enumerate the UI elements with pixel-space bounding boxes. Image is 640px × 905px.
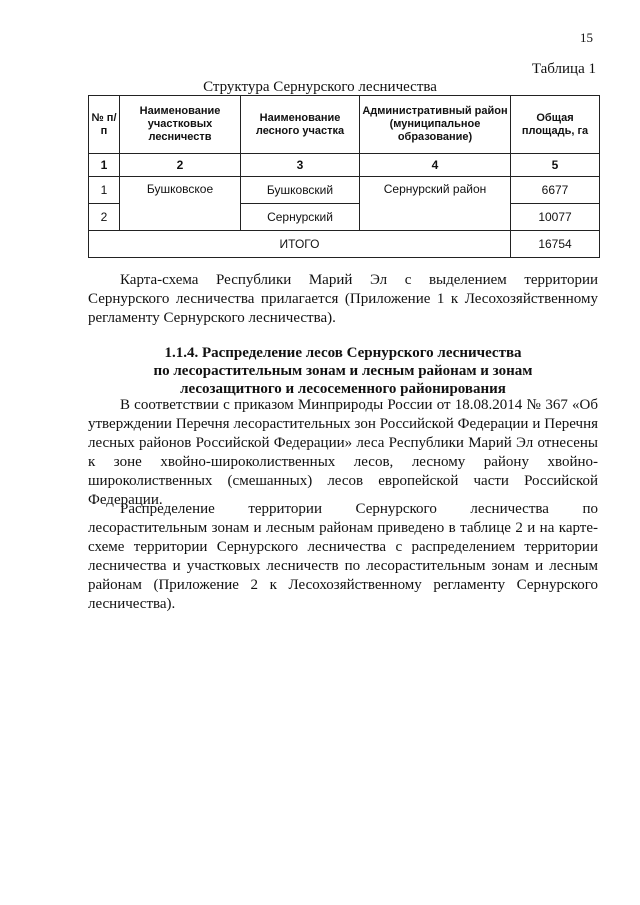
table-header-row — [89, 96, 600, 154]
row-number: 1 — [89, 177, 120, 204]
section-heading — [88, 344, 598, 398]
row-number: 2 — [89, 204, 120, 231]
section-heading-line: лесозащитного и лесосеменного районирования — [180, 381, 506, 397]
header-total-area: Общая площадь, га — [511, 96, 600, 154]
header-number: № п/п — [89, 96, 120, 154]
forest-area-cell: Сернурский — [241, 204, 360, 231]
paragraph-distribution: Распределение территории Сернурского лесничества по лесорастительным зонам и лесным районам приведено в таблице 2 и на карте-схеме территории Сернурского лесничества с распределением территории лесничества и участковых лесничеств по лесорастительным зонам и лесным районам (Приложение 2 к Лесохозяйственному регламенту Сернурского лесничества). — [88, 501, 598, 612]
column-number: 4 — [360, 154, 511, 177]
table-label: Таблица 1 — [531, 61, 596, 77]
column-number-row — [89, 154, 600, 177]
forestry-structure-table — [88, 95, 600, 258]
admin-region-cell: Сернурский район — [360, 177, 511, 231]
total-value: 16754 — [511, 231, 600, 258]
total-label: ИТОГО — [89, 231, 511, 258]
column-number: 2 — [120, 154, 241, 177]
column-number: 5 — [511, 154, 600, 177]
header-admin-region: Административный район (муниципальное образование) — [360, 96, 511, 154]
header-district-forestry: Наименование участковых лесничеств — [120, 96, 241, 154]
forest-area-cell: Бушковский — [241, 177, 360, 204]
section-heading-line: 1.1.4. Распределение лесов Сернурского лесничества — [164, 345, 522, 361]
district-forestry-cell: Бушковское — [120, 177, 241, 231]
paragraph-order: В соответствии с приказом Минприроды России от 18.08.2014 № 367 «Об утверждении Перечня лесорастительных зон Российской Федерации и Перечня лесных районов Российской Федерации» леса Республики Марий Эл отнесены к зоне хвойно-широколиственных лесов, лесному району хвойно-широколиственных (смешанных) лесов европейской части Российской Федерации. — [88, 397, 598, 508]
paragraph-map-scheme: Карта-схема Республики Марий Эл с выделением территории Сернурского лесничества прилагается (Приложение 1 к Лесохозяйственному регламенту Сернурского лесничества). — [88, 272, 598, 326]
table-title: Структура Сернурского лесничества — [203, 79, 437, 95]
column-number: 3 — [241, 154, 360, 177]
total-area-cell: 10077 — [511, 204, 600, 231]
section-heading-line: по лесорастительным зонам и лесным районам и зонам — [153, 363, 533, 379]
page-number: 15 — [580, 30, 593, 45]
column-number: 1 — [89, 154, 120, 177]
total-row — [89, 231, 600, 258]
header-forest-area: Наименование лесного участка — [241, 96, 360, 154]
total-area-cell: 6677 — [511, 177, 600, 204]
table-row — [89, 177, 600, 204]
